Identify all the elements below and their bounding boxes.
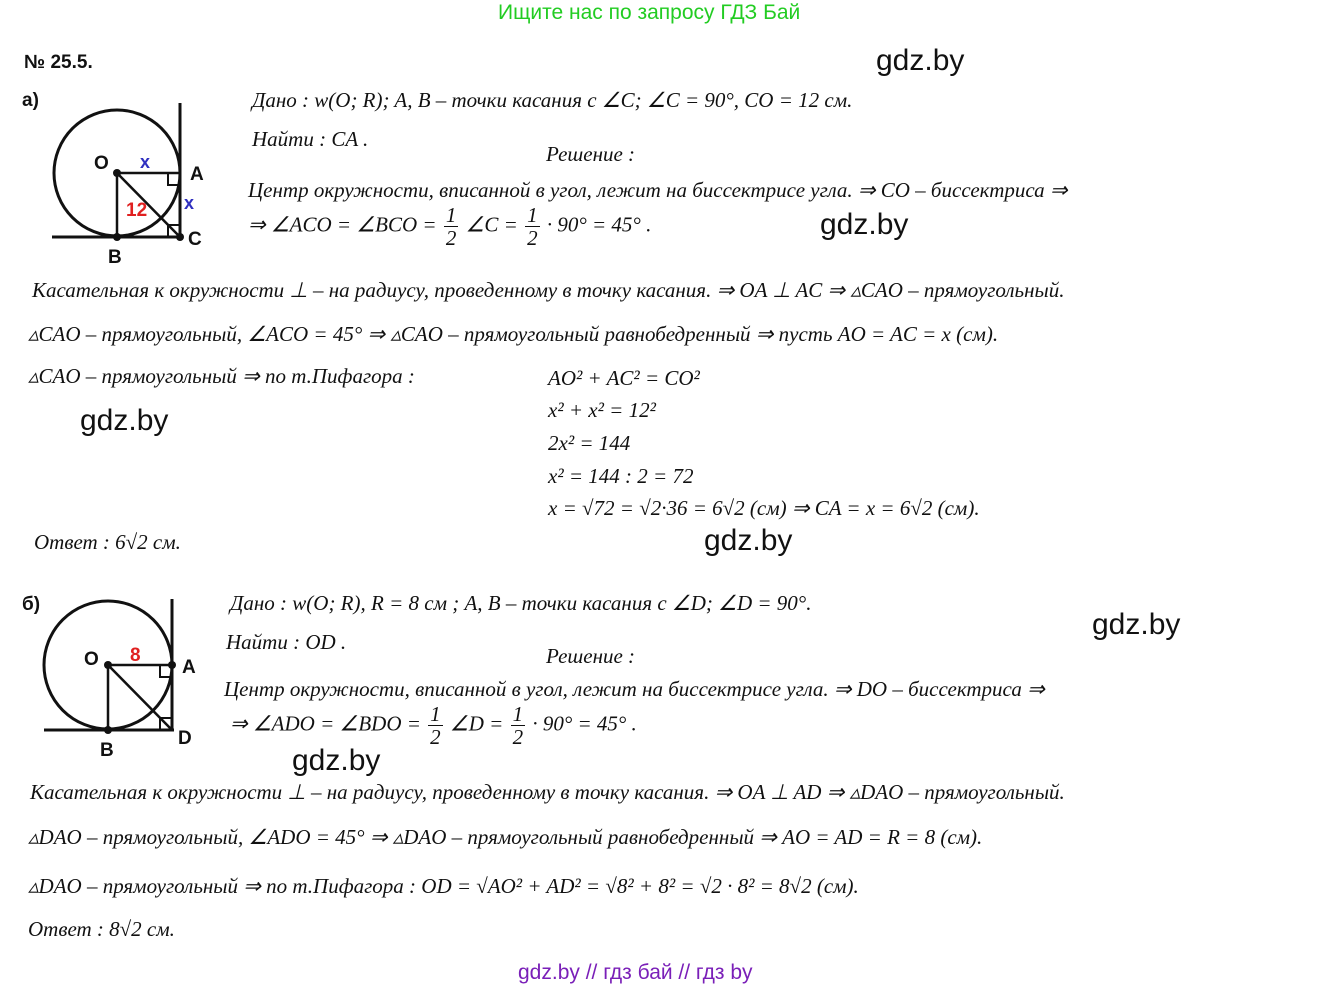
site-header: Ищите нас по запросу ГДЗ Бай xyxy=(498,1,801,24)
watermark: gdz.by xyxy=(704,524,793,557)
answer-a: Ответ : 6√2 см. xyxy=(34,530,181,554)
fraction: $\frac{1}{2}$ xyxy=(445,203,457,251)
equation: x² + x² = 12² xyxy=(548,398,656,422)
text-line: ▵CAO – прямоугольный ⇒ по т.Пифагора : xyxy=(28,364,415,388)
answer-b: Ответ : 8√2 см. xyxy=(28,917,175,941)
text-line: Касательная к окружности ⊥ – на радиусу, проведенному в точку касания. ⇒ OA ⊥ AD ⇒ ▵DAO – прямоугольный. xyxy=(30,780,1065,804)
point-a xyxy=(168,661,176,669)
text-line: Касательная к окружности ⊥ – на радиусу, проведенному в точку касания. ⇒ OA ⊥ AC ⇒ ▵CAO – прямоугольный. xyxy=(32,278,1065,302)
label-x: x xyxy=(184,193,195,213)
watermark: gdz.by xyxy=(820,208,909,241)
fraction: $\frac{1}{2}$ xyxy=(430,702,441,750)
label-8: 8 xyxy=(130,645,141,666)
equation: x² = 144 : 2 = 72 xyxy=(548,464,694,488)
watermark: gdz.by xyxy=(80,404,169,437)
equation: x = √72 = √2·36 = 6√2 (см) ⇒ CA = x = 6√2 (см). xyxy=(548,496,980,520)
part-a-diagram xyxy=(0,95,230,270)
label-b: B xyxy=(100,740,114,761)
problem-number: № 25.5. xyxy=(24,52,93,73)
text-line: ▵DAO – прямоугольный, ∠ADO = 45° ⇒ ▵DAO – прямоугольный равнобедренный ⇒ AO = AD = R = 8 (см). xyxy=(28,825,983,849)
text-line: Центр окружности, вписанной в угол, лежит на биссектрисе угла. ⇒ DO – биссектриса ⇒ xyxy=(224,677,1045,701)
given-a: Дано : w(O; R); A, B – точки касания с ∠C; ∠C = 90°, CO = 12 см. xyxy=(252,88,853,112)
angle-equation-b: ⇒ ∠ADO = ∠BDO = $\frac{1}{2}$ ∠D = $\frac{1}{2}$ · 90° = 45° . xyxy=(230,702,637,750)
label-12: 12 xyxy=(126,200,148,221)
part-b-diagram xyxy=(0,595,230,770)
part-b-label: б) xyxy=(22,594,41,615)
watermark: gdz.by xyxy=(876,44,965,77)
label-o: O xyxy=(84,649,99,670)
label-x: x xyxy=(140,152,151,172)
angle-equation-a: ⇒ ∠ACO = ∠BCO = $\frac{1}{2}$ ∠C = $\frac{1}{2}$ · 90° = 45° . xyxy=(248,203,652,251)
text-line: ▵CAO – прямоугольный, ∠ACO = 45° ⇒ ▵CAO – прямоугольный равнобедренный ⇒ пусть AO = AC = x (см). xyxy=(28,322,999,346)
point-b xyxy=(113,233,121,241)
text-line: Центр окружности, вписанной в угол, лежит на биссектрисе угла. ⇒ CO – биссектриса ⇒ xyxy=(248,178,1068,202)
label-a: A xyxy=(182,657,196,678)
label-b: B xyxy=(108,247,122,268)
label-a: A xyxy=(190,164,204,185)
find-b: Найти : OD . xyxy=(226,630,347,654)
label-d: D xyxy=(178,728,192,749)
label-o: O xyxy=(94,153,109,174)
given-b: Дано : w(O; R), R = 8 см ; A, B – точки касания с ∠D; ∠D = 90°. xyxy=(230,591,812,615)
equation: AO² + AC² = CO² xyxy=(548,366,700,390)
solution-title-b: Решение : xyxy=(546,644,636,668)
point-o xyxy=(113,169,121,177)
watermark: gdz.by xyxy=(292,744,381,777)
equation: 2x² = 144 xyxy=(548,431,631,455)
fraction: $\frac{1}{2}$ xyxy=(512,702,524,750)
part-a-label: а) xyxy=(22,90,39,111)
point-b xyxy=(104,726,112,734)
find-a: Найти : CA . xyxy=(252,127,369,151)
watermark: gdz.by xyxy=(1092,608,1181,641)
text-line: ▵DAO – прямоугольный ⇒ по т.Пифагора : OD = √AO² + AD² = √8² + 8² = √2 · 8² = 8√2 (см). xyxy=(28,874,859,898)
point-c xyxy=(176,233,184,241)
point-o xyxy=(104,661,112,669)
label-c: C xyxy=(188,229,202,250)
solution-title-a: Решение : xyxy=(546,142,636,166)
fraction: $\frac{1}{2}$ xyxy=(527,203,538,251)
footer-links[interactable]: gdz.by // гдз бай // гдз by xyxy=(518,961,753,984)
